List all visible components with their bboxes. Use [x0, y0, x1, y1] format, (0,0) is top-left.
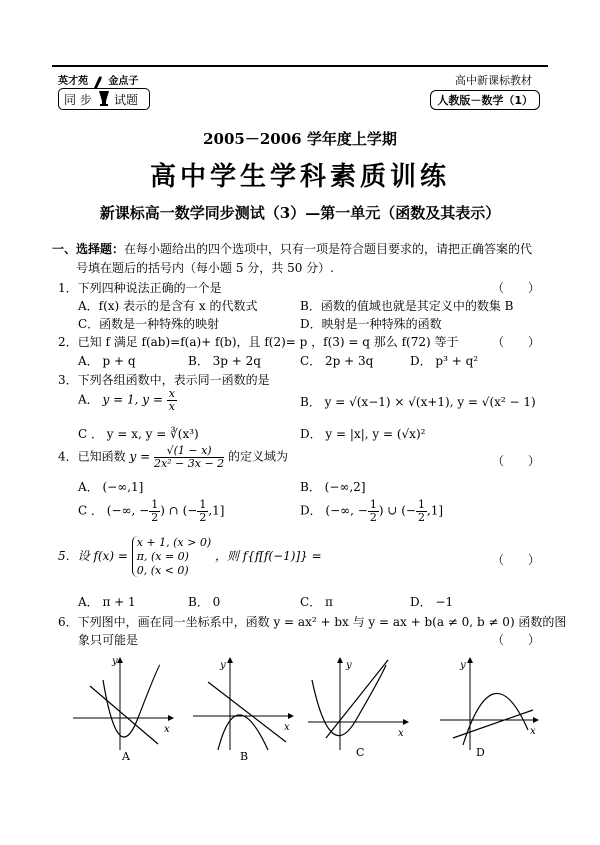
- q6-graphs: [68, 650, 548, 770]
- line-graph: [208, 682, 286, 742]
- q5-stem: 5．设 f(x) = x + 1, (x > 0) π, (x = 0) 0, (x < 0) ，则 f{f[f(−1)]} =: [58, 536, 322, 577]
- series-label: 高中新课标教材: [455, 74, 532, 87]
- graph-d: [440, 658, 538, 759]
- graph-a: [73, 656, 173, 763]
- fraction: $\frac{√(1 - x)}{\text{2x² − 3x − 2}}$: [153, 444, 225, 470]
- x-axis-label: x: [398, 728, 404, 739]
- publisher-logo: 英才苑 金点子 同 步 试题: [58, 72, 150, 108]
- q4-option-d: D． (−∞, − $\frac{1}{2}$ ) ∪ (− $\frac{1}{2}$ ,1]: [300, 498, 444, 524]
- q5-option-d: D． −1: [410, 595, 454, 609]
- q2-option-a: A． p + q: [78, 354, 136, 368]
- fraction: $\frac{1}{2}$: [417, 498, 425, 524]
- q5-option-b: B． 0: [188, 595, 221, 609]
- q3-option-c: C ． y = x, y = ∛(x³): [78, 427, 199, 441]
- q4-stem: 4．已知函数 y = $\frac{√(1 - x)}{\text{2x² − 3x − 2}}$ 的定义域为: [58, 444, 289, 470]
- parabola-curve: [103, 665, 160, 737]
- q3-option-b: B． y = √(x−1) × √(x+1), y = √(x² − 1): [300, 395, 536, 409]
- graph-label-a: A: [122, 750, 130, 763]
- q2-stem: 2．已知 f 满足 f(ab)=f(a)+ f(b)，且 f(2)= p ，f(3) = q 那么 f(72) 等于: [58, 335, 459, 349]
- page-subtitle: 新课标高一数学同步测试（3）—第一单元（函数及其表示）: [99, 204, 501, 222]
- piecewise-brace: x + 1, (x > 0) π, (x = 0) 0, (x < 0): [132, 536, 211, 577]
- q6-stem: 6．下列图中，画在同一坐标系中，函数 y = ax² + bx 与 y = ax + b(a ≠ 0, b ≠ 0) 函数的图: [58, 615, 567, 629]
- q2-answer-blank: （ ）: [491, 335, 540, 349]
- q4-option-b: B． (−∞,2]: [300, 480, 366, 494]
- fraction: $\frac{x}{x}$: [168, 387, 175, 413]
- q1-option-c: C．函数是一种特殊的映射: [78, 317, 220, 331]
- torch-icon: [91, 75, 105, 87]
- x-axis-label: x: [530, 726, 536, 737]
- q4-option-c: C ． (−∞, − $\frac{1}{2}$ ) ∩ (− $\frac{1}{2}$ ,1]: [78, 498, 225, 524]
- x-axis-label: x: [164, 724, 170, 735]
- q2-option-c: C． 2p + 3q: [300, 354, 374, 368]
- q3-option-a: A． y = 1, y = $\frac{x}{x}$: [78, 387, 175, 413]
- line-graph: [90, 686, 158, 744]
- q2-option-b: B． 3p + 2q: [188, 354, 261, 368]
- fraction: $\frac{1}{2}$: [199, 498, 207, 524]
- line-graph: [453, 710, 533, 738]
- graph-label-d: D: [476, 746, 485, 759]
- q1-option-b: B．函数的值域也就是其定义中的数集 B: [300, 299, 514, 313]
- q1-stem: 1．下列四种说法正确的一个是: [58, 281, 222, 295]
- x-axis-label: x: [284, 722, 290, 733]
- graph-label-b: B: [240, 750, 249, 763]
- parabola-curve: [218, 715, 268, 750]
- line-graph: [326, 660, 388, 738]
- section-instruction-2: 号填在题后的括号内（每小题 5 分，共 50 分）.: [76, 261, 334, 275]
- q3-option-d: D． y = |x|, y = (√x)²: [300, 427, 426, 441]
- q1-option-d: D．映射是一种特殊的函数: [300, 317, 442, 331]
- header-rule: [52, 65, 548, 67]
- section-instruction: 一、选择题：在每小题给出的四个选项中，只有一项是符合题目要求的，请把正确答案的代: [52, 242, 533, 256]
- q4-answer-blank: （ ）: [491, 454, 540, 468]
- edition-badge: 人教版－数学（1）: [430, 90, 540, 110]
- q2-option-d: D． p³ + q²: [410, 354, 479, 368]
- q6-answer-blank: （ ）: [491, 633, 540, 647]
- q3-stem: 3．下列各组函数中，表示同一函数的是: [58, 373, 270, 387]
- graph-c: [308, 658, 408, 759]
- q4-option-a: A． (−∞,1]: [78, 480, 144, 494]
- y-axis-label: y: [220, 660, 226, 671]
- page-title: 高中学生学科素质训练: [149, 162, 450, 192]
- graph-b: [193, 658, 293, 763]
- school-year: 2005－2006 学年度上学期: [203, 130, 397, 148]
- graph-label-c: C: [356, 746, 365, 759]
- q5-option-c: C． π: [300, 595, 333, 609]
- fraction: $\frac{1}{2}$: [369, 498, 377, 524]
- q5-option-a: A． π + 1: [78, 595, 136, 609]
- q1-answer-blank: （ ）: [491, 281, 540, 295]
- fraction: $\frac{1}{2}$: [151, 498, 159, 524]
- y-axis-label: y: [346, 660, 352, 671]
- q5-answer-blank: （ ）: [491, 553, 540, 567]
- cup-icon: [98, 90, 108, 106]
- y-axis-label: y: [112, 656, 118, 667]
- y-axis-label: y: [460, 660, 466, 671]
- q1-option-a: A．f(x) 表示的是含有 x 的代数式: [78, 299, 258, 313]
- parabola-curve: [463, 693, 528, 745]
- q6-stem-2: 象只可能是: [78, 633, 139, 647]
